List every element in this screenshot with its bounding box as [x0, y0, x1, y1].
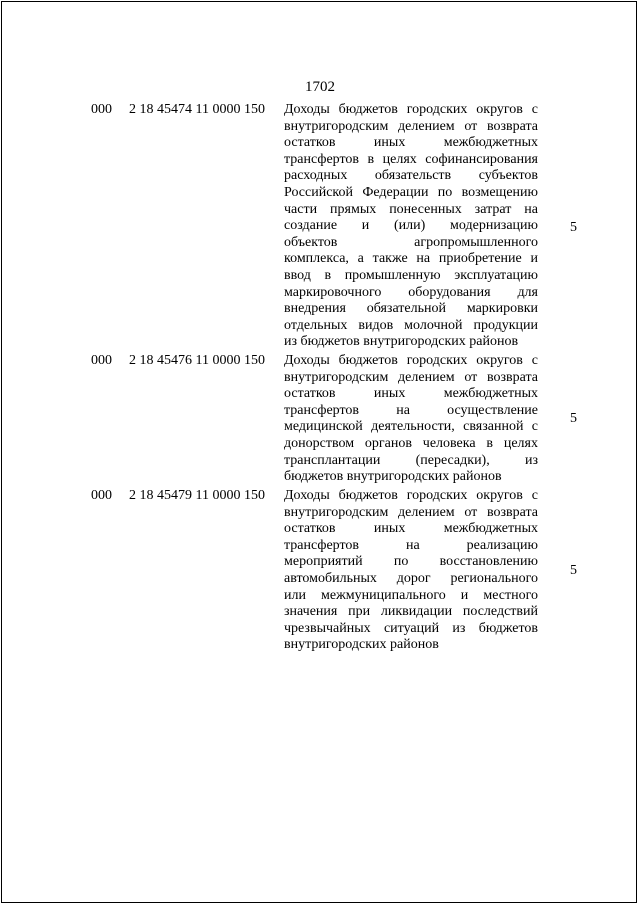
description-line: трансплантации (пересадки), из: [284, 452, 538, 468]
description-line: внутригородским делением от возврата: [284, 369, 538, 385]
revenue-description: [284, 102, 538, 351]
description-line: расходных обязательств субъектов: [284, 168, 538, 184]
description-line: трансфертов в целях софинансирования: [284, 151, 538, 167]
admin-code: 000: [91, 102, 112, 117]
description-line: Доходы бюджетов городских округов с: [284, 353, 538, 368]
description-line: внедрения обязательной маркировки: [284, 301, 538, 317]
description-line: внутригородским делением от возврата: [284, 118, 538, 134]
description-line: чрезвычайных ситуаций из бюджетов: [284, 620, 538, 636]
admin-code: 000: [91, 488, 112, 503]
description-line: внутригородским делением от возврата: [284, 504, 538, 520]
page-number: 1702: [305, 79, 335, 95]
revenue-description: [284, 353, 538, 486]
revenue-value: 5: [570, 411, 577, 426]
revenue-code: 2 18 45474 11 0000 150: [129, 102, 265, 117]
admin-code: 000: [91, 353, 112, 368]
description-line: медицинской деятельности, связанной с: [284, 419, 538, 435]
description-line: внутригородских районов: [284, 637, 439, 653]
description-line: комплекса, а также на приобретение и: [284, 251, 538, 267]
revenue-code: 2 18 45476 11 0000 150: [129, 353, 265, 368]
description-line: значения при ликвидации последствий: [284, 604, 538, 620]
description-line: бюджетов внутригородских районов: [284, 469, 502, 485]
description-line: донорством органов человека в целях: [284, 435, 538, 451]
description-line: из бюджетов внутригородских районов: [284, 334, 519, 350]
description-line: части прямых понесенных затрат на: [284, 201, 538, 217]
description-line: отдельных видов молочной продукции: [284, 317, 538, 333]
description-line: ввод в промышленную эксплуатацию: [284, 267, 538, 283]
description-line: остатков иных межбюджетных: [284, 135, 538, 151]
description-line: мероприятий по восстановлению: [284, 554, 538, 570]
description-line: остатков иных межбюджетных: [284, 521, 538, 537]
description-line: трансфертов на реализацию: [284, 537, 538, 553]
description-line: Доходы бюджетов городских округов с: [284, 488, 538, 503]
revenue-value: 5: [570, 563, 577, 578]
description-line: маркировочного оборудования для: [284, 284, 538, 300]
description-line: автомобильных дорог регионального: [284, 570, 538, 586]
description-line: трансфертов на осуществление: [284, 402, 538, 418]
description-line: Российской Федерации по возмещению: [284, 184, 538, 200]
description-line: или межмуниципального и местного: [284, 587, 538, 603]
description-line: остатков иных межбюджетных: [284, 386, 538, 402]
revenue-description: [284, 488, 538, 654]
revenue-code: 2 18 45479 11 0000 150: [129, 488, 265, 503]
revenue-value: 5: [570, 220, 577, 235]
description-line: Доходы бюджетов городских округов с: [284, 102, 538, 117]
description-line: создание и (или) модернизацию: [284, 218, 538, 234]
description-line: объектов агропромышленного: [284, 234, 538, 250]
